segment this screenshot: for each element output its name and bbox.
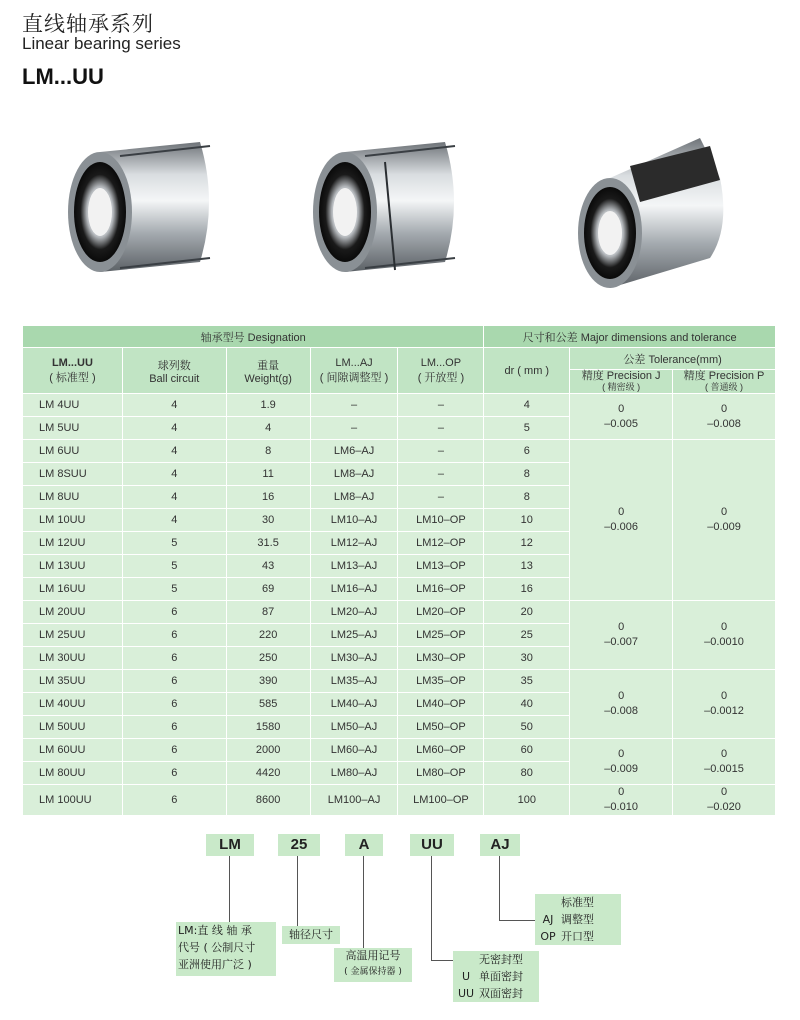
table-cell: 6 — [122, 762, 226, 785]
table-cell: LM8–AJ — [310, 486, 398, 509]
table-cell: 60 — [484, 739, 570, 762]
table-cell: LM 10UU — [23, 509, 123, 532]
table-cell: LM 20UU — [23, 601, 123, 624]
col-header-aj: LM...AJ ( 间隙调整型 ) — [310, 348, 398, 394]
table-cell: 11 — [226, 463, 310, 486]
table-cell: 5 — [122, 555, 226, 578]
size-description: 轴径尺寸 — [282, 926, 340, 944]
table-cell: LM 100UU — [23, 785, 123, 816]
table-row — [23, 739, 776, 762]
table-cell: LM20–AJ — [310, 601, 398, 624]
bearing-photo-adjustable — [313, 142, 455, 272]
col-header-op: LM...OP ( 开放型 ) — [398, 348, 484, 394]
table-cell: LM50–AJ — [310, 716, 398, 739]
table-cell: 8 — [484, 463, 570, 486]
table-cell: 4420 — [226, 762, 310, 785]
code-lm: LM — [206, 834, 254, 856]
model-heading: LM...UU — [22, 64, 104, 89]
option-label: 无密封型 — [479, 953, 523, 966]
option-code: AJ — [542, 913, 554, 926]
table-cell: LM 16UU — [23, 578, 123, 601]
option-row — [535, 928, 621, 945]
table-cell: 6 — [122, 647, 226, 670]
table-cell: 43 — [226, 555, 310, 578]
table-cell: LM60–AJ — [310, 739, 398, 762]
table-cell: 13 — [484, 555, 570, 578]
table-cell: LM60–OP — [398, 739, 484, 762]
table-cell: 16 — [226, 486, 310, 509]
table-row — [23, 394, 776, 417]
table-cell: 6 — [122, 785, 226, 816]
high-temp-description: 高温用记号 ( 金属保持器 ) — [334, 948, 412, 982]
table-cell: 4 — [226, 417, 310, 440]
table-cell: 5 — [484, 417, 570, 440]
table-cell: – — [398, 486, 484, 509]
table-cell: LM 5UU — [23, 417, 123, 440]
option-row — [535, 911, 621, 928]
tolerance-cell-j: 0 –0.008 — [570, 670, 673, 739]
table-cell: LM13–AJ — [310, 555, 398, 578]
table-cell: – — [398, 463, 484, 486]
table-cell: LM 12UU — [23, 532, 123, 555]
table-cell: LM80–AJ — [310, 762, 398, 785]
bearing-photo-standard — [68, 142, 210, 272]
title-chinese: 直线轴承系列 — [22, 12, 154, 36]
tolerance-cell-p: 0 –0.008 — [673, 394, 776, 440]
table-cell: LM 60UU — [23, 739, 123, 762]
table-cell: 69 — [226, 578, 310, 601]
table-cell: LM25–AJ — [310, 624, 398, 647]
table-cell: 12 — [484, 532, 570, 555]
designation-group-header: 轴承型号 Designation — [23, 326, 484, 348]
table-cell: LM12–AJ — [310, 532, 398, 555]
table-cell: 6 — [122, 624, 226, 647]
table-cell: 6 — [484, 440, 570, 463]
table-cell: 585 — [226, 693, 310, 716]
option-code: UU — [457, 987, 475, 1000]
table-cell: LM 25UU — [23, 624, 123, 647]
table-cell: LM 8UU — [23, 486, 123, 509]
code-size: 25 — [278, 834, 320, 856]
option-row — [535, 894, 621, 911]
table-cell: LM10–AJ — [310, 509, 398, 532]
table-cell: LM13–OP — [398, 555, 484, 578]
table-cell: 8 — [484, 486, 570, 509]
table-cell: 250 — [226, 647, 310, 670]
type-options — [535, 894, 621, 945]
table-cell: 8 — [226, 440, 310, 463]
col-header-precision-j: 精度 Precision J ( 精密级 ) — [570, 370, 673, 394]
table-cell: – — [310, 417, 398, 440]
tolerance-cell-p: 0 –0.0012 — [673, 670, 776, 739]
dimensions-group-header: 尺寸和公差 Major dimensions and tolerance — [484, 326, 776, 348]
table-cell: LM10–OP — [398, 509, 484, 532]
table-cell: 6 — [122, 601, 226, 624]
table-cell: – — [398, 440, 484, 463]
table-cell: LM35–AJ — [310, 670, 398, 693]
table-cell: – — [398, 417, 484, 440]
option-row — [453, 951, 539, 968]
table-cell: LM 80UU — [23, 762, 123, 785]
table-cell: 5 — [122, 532, 226, 555]
col-header-lmuu: LM...UU ( 标准型 ) — [23, 348, 123, 394]
seal-options — [453, 951, 539, 1002]
col-header-precision-p: 精度 Precision P ( 普通级 ) — [673, 370, 776, 394]
tolerance-cell-p: 0 –0.020 — [673, 785, 776, 816]
table-cell: 4 — [122, 440, 226, 463]
bearing-photos — [0, 120, 800, 300]
table-cell: 5 — [122, 578, 226, 601]
table-cell: 30 — [484, 647, 570, 670]
table-cell: LM30–AJ — [310, 647, 398, 670]
table-cell: 10 — [484, 509, 570, 532]
table-cell: LM 13UU — [23, 555, 123, 578]
table-cell: LM8–AJ — [310, 463, 398, 486]
table-cell: LM 35UU — [23, 670, 123, 693]
table-cell: LM12–OP — [398, 532, 484, 555]
table-cell: LM20–OP — [398, 601, 484, 624]
table-cell: 4 — [122, 417, 226, 440]
table-row — [23, 601, 776, 624]
col-header-weight: 重量 Weight(g) — [226, 348, 310, 394]
tolerance-cell-p: 0 –0.009 — [673, 440, 776, 601]
tolerance-cell-j: 0 –0.010 — [570, 785, 673, 816]
spec-table-body — [23, 394, 776, 816]
table-cell: LM 30UU — [23, 647, 123, 670]
tolerance-cell-j: 0 –0.007 — [570, 601, 673, 670]
tolerance-header: 公差 Tolerance(mm) — [570, 348, 776, 370]
table-cell: – — [398, 394, 484, 417]
table-row — [23, 670, 776, 693]
tolerance-cell-j: 0 –0.005 — [570, 394, 673, 440]
table-cell: 40 — [484, 693, 570, 716]
spec-table — [22, 325, 776, 816]
table-cell: 1.9 — [226, 394, 310, 417]
table-cell: 4 — [122, 394, 226, 417]
option-label: 调整型 — [561, 913, 594, 926]
col-header-dr: dr ( mm ) — [484, 348, 570, 394]
table-cell: LM 50UU — [23, 716, 123, 739]
table-cell: 35 — [484, 670, 570, 693]
tolerance-cell-p: 0 –0.0010 — [673, 601, 776, 670]
code-aj: AJ — [480, 834, 520, 856]
table-cell: 4 — [122, 463, 226, 486]
tolerance-cell-j: 0 –0.006 — [570, 440, 673, 601]
table-cell: LM30–OP — [398, 647, 484, 670]
table-cell: LM35–OP — [398, 670, 484, 693]
table-cell: 80 — [484, 762, 570, 785]
table-cell: 1580 — [226, 716, 310, 739]
table-cell: – — [310, 394, 398, 417]
title-english: Linear bearing series — [22, 34, 181, 53]
table-cell: LM50–OP — [398, 716, 484, 739]
table-cell: 25 — [484, 624, 570, 647]
table-cell: LM 8SUU — [23, 463, 123, 486]
table-cell: LM 4UU — [23, 394, 123, 417]
table-cell: LM40–AJ — [310, 693, 398, 716]
option-code: U — [461, 970, 471, 983]
table-cell: 100 — [484, 785, 570, 816]
tolerance-cell-p: 0 –0.0015 — [673, 739, 776, 785]
option-label: 双面密封 — [479, 987, 523, 1000]
table-cell: 4 — [122, 509, 226, 532]
table-cell: LM100–OP — [398, 785, 484, 816]
table-cell: LM80–OP — [398, 762, 484, 785]
table-cell: 4 — [484, 394, 570, 417]
table-row — [23, 785, 776, 816]
table-cell: 30 — [226, 509, 310, 532]
table-cell: 2000 — [226, 739, 310, 762]
table-cell: LM100–AJ — [310, 785, 398, 816]
option-label: 开口型 — [561, 930, 594, 943]
table-cell: 6 — [122, 670, 226, 693]
table-cell: 20 — [484, 601, 570, 624]
table-cell: 6 — [122, 716, 226, 739]
option-code: OP — [540, 930, 556, 943]
code-uu: UU — [410, 834, 454, 856]
bearing-photo-open — [578, 138, 723, 288]
table-cell: 4 — [122, 486, 226, 509]
table-cell: 220 — [226, 624, 310, 647]
option-row — [453, 985, 539, 1002]
table-cell: LM 6UU — [23, 440, 123, 463]
table-cell: LM16–AJ — [310, 578, 398, 601]
option-row — [453, 968, 539, 985]
col-header-ball: 球列数 Ball circuit — [122, 348, 226, 394]
table-cell: LM25–OP — [398, 624, 484, 647]
option-label: 单面密封 — [479, 970, 523, 983]
table-cell: 6 — [122, 739, 226, 762]
table-cell: 87 — [226, 601, 310, 624]
table-cell: 16 — [484, 578, 570, 601]
tolerance-cell-j: 0 –0.009 — [570, 739, 673, 785]
option-label: 标准型 — [561, 896, 594, 909]
table-cell: 390 — [226, 670, 310, 693]
table-cell: LM 40UU — [23, 693, 123, 716]
table-cell: 50 — [484, 716, 570, 739]
table-cell: LM40–OP — [398, 693, 484, 716]
code-a: A — [345, 834, 383, 856]
table-cell: LM16–OP — [398, 578, 484, 601]
table-cell: LM6–AJ — [310, 440, 398, 463]
lm-description: LM:直 线 轴 承 代号 ( 公制尺寸 亚洲使用广泛 ) — [176, 922, 276, 976]
table-cell: 6 — [122, 693, 226, 716]
table-row — [23, 440, 776, 463]
table-cell: 8600 — [226, 785, 310, 816]
table-cell: 31.5 — [226, 532, 310, 555]
